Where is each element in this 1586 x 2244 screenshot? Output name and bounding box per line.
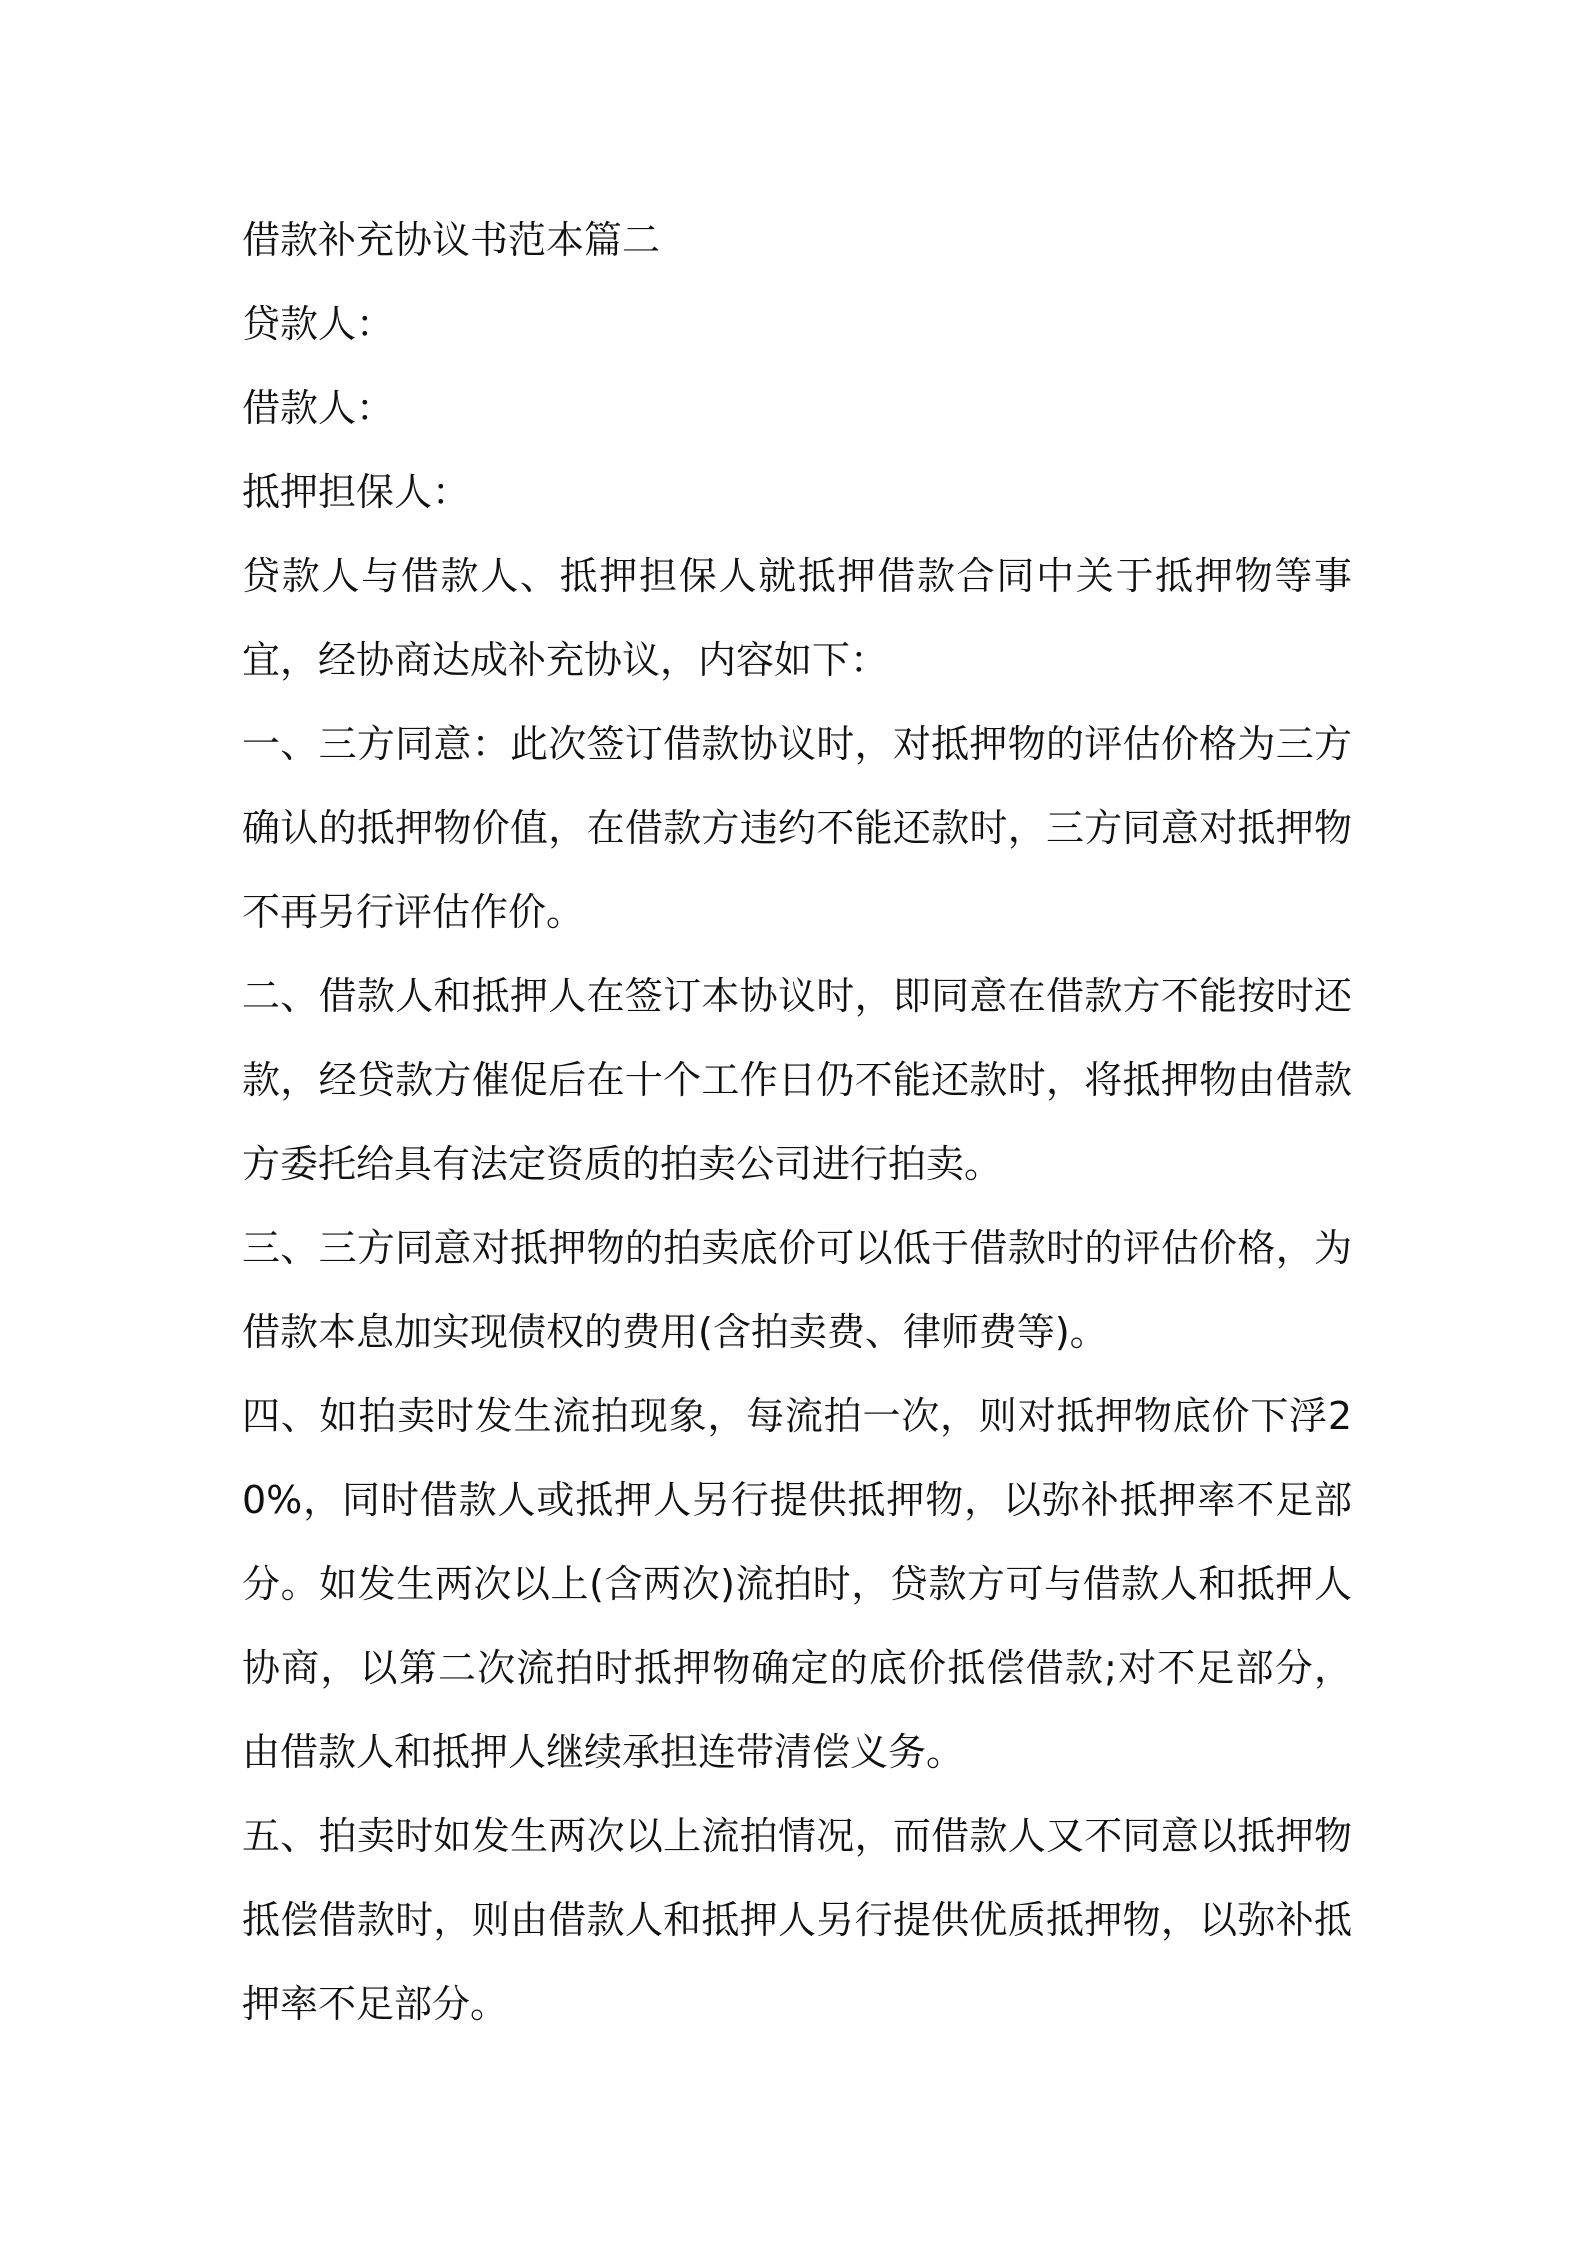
clause-3: 三、三方同意对抵押物的拍卖底价可以低于借款时的评估价格，为借款本息加实现债权的费用(含拍卖费、律师费等)。 <box>242 1226 1352 1354</box>
borrower-line: 借款人： <box>242 386 395 430</box>
document-body <box>242 198 1352 2046</box>
guarantor-line: 抵押担保人： <box>242 470 471 514</box>
document-title: 借款补充协议书范本篇二 <box>242 218 661 262</box>
clause-1: 一、三方同意：此次签订借款协议时，对抵押物的评估价格为三方确认的抵押物价值，在借款方违约不能还款时，三方同意对抵押物不再另行评估作价。 <box>242 722 1352 934</box>
lender-line: 贷款人： <box>242 302 395 346</box>
clause-2: 二、借款人和抵押人在签订本协议时，即同意在借款方不能按时还款，经贷款方催促后在十个工作日仍不能还款时，将抵押物由借款方委托给具有法定资质的拍卖公司进行拍卖。 <box>242 974 1352 1186</box>
preamble-paragraph: 贷款人与借款人、抵押担保人就抵押借款合同中关于抵押物等事宜，经协商达成补充协议，内容如下： <box>242 554 1352 682</box>
clause-4: 四、如拍卖时发生流拍现象，每流拍一次，则对抵押物底价下浮20%，同时借款人或抵押人另行提供抵押物，以弥补抵押率不足部分。如发生两次以上(含两次)流拍时，贷款方可与借款人和抵押人协商，以第二次流拍时抵押物确定的底价抵偿借款;对不足部分，由借款人和抵押人继续承担连带清偿义务。 <box>242 1394 1352 1774</box>
clause-5: 五、拍卖时如发生两次以上流拍情况，而借款人又不同意以抵押物抵偿借款时，则由借款人和抵押人另行提供优质抵押物，以弥补抵押率不足部分。 <box>242 1814 1352 2026</box>
